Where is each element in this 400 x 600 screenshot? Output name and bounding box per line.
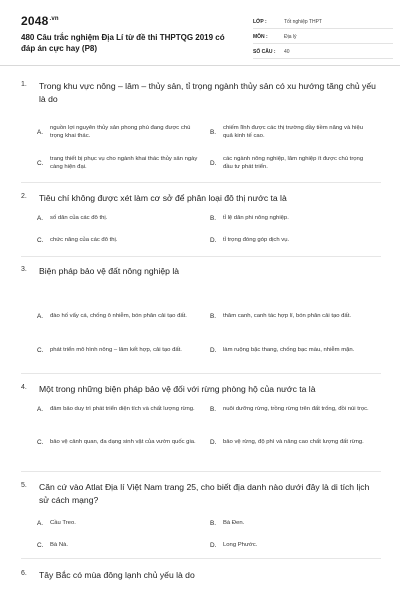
option-text: Bà Đen.	[223, 520, 245, 526]
option-c[interactable]	[37, 541, 207, 549]
page-header	[0, 0, 400, 66]
question-head	[21, 569, 381, 582]
option-letter: D.	[210, 438, 217, 446]
option-d[interactable]	[210, 438, 380, 446]
option-letter: D.	[210, 541, 217, 549]
question-text: Tiêu chí không được xét làm cơ sở để phân loại đô thị nước ta là	[39, 193, 287, 203]
option-text: số dân của các đô thị.	[50, 215, 108, 221]
question-head	[21, 383, 381, 396]
option-b[interactable]	[210, 312, 380, 320]
option-letter: D.	[210, 346, 217, 354]
question-number: 2.	[21, 193, 27, 200]
divider	[21, 373, 381, 374]
question-head	[21, 265, 381, 278]
option-a[interactable]	[37, 312, 207, 320]
option-c[interactable]	[37, 155, 207, 171]
option-text: đào hố vẩy cá, chống ô nhiễm, bón phân cải tạo đất.	[50, 313, 187, 319]
option-text: đảm bảo duy trì phát triển diện tích và chất lượng rừng.	[50, 406, 195, 412]
meta-row-count	[253, 44, 393, 59]
option-c[interactable]	[37, 438, 207, 446]
option-text: nuôi dưỡng rừng, trồng rừng trên đất trống, đồi núi trọc.	[223, 406, 369, 412]
option-b[interactable]	[210, 519, 380, 527]
option-text: thâm canh, canh tác hợp lí, bón phân cải tạo đất.	[223, 313, 351, 319]
option-letter: D.	[210, 236, 217, 244]
option-a[interactable]	[37, 214, 207, 222]
option-b[interactable]	[210, 214, 380, 222]
option-b[interactable]	[210, 405, 380, 413]
meta-label: MÔN :	[253, 34, 268, 40]
option-text: làm ruộng bậc thang, chống bạc màu, nhiễm mặn.	[223, 347, 355, 353]
option-b[interactable]	[210, 124, 380, 140]
option-text: tỉ lệ dân phi nông nghiệp.	[223, 215, 289, 221]
option-a[interactable]	[37, 405, 207, 413]
divider	[21, 558, 381, 559]
option-text: Long Phước.	[223, 542, 258, 548]
question-number: 4.	[21, 384, 27, 391]
option-a[interactable]	[37, 519, 207, 527]
meta-row-class	[253, 14, 393, 29]
option-d[interactable]	[210, 541, 380, 549]
option-text: chiếm lĩnh được các thị trường đầy tiềm năng và hiệu quả kinh tế cao.	[223, 125, 364, 140]
option-letter: A.	[37, 128, 44, 136]
option-c[interactable]	[37, 346, 207, 354]
option-text: Bà Nà.	[50, 542, 69, 548]
meta-value: Địa lý	[284, 34, 297, 40]
document-meta	[253, 14, 393, 59]
option-letter: D.	[210, 159, 217, 167]
option-text: chức năng của các đô thị.	[50, 237, 118, 243]
question-text: Trong khu vực nông – lâm – thủy sản, tỉ trọng ngành thủy sản có xu hướng tăng chủ yếu là do	[39, 81, 376, 104]
option-text: các ngành nông nghiệp, lâm nghiệp ít được chú trọng đầu tư phát triển.	[223, 156, 364, 171]
meta-row-subject	[253, 29, 393, 44]
meta-label: LỚP :	[253, 19, 267, 25]
option-text: tỉ trọng đóng góp dịch vụ.	[223, 237, 290, 243]
question-text: Tây Bắc có mùa đông lạnh chủ yếu là do	[39, 570, 195, 580]
site-logo[interactable]	[21, 14, 59, 28]
option-letter: B.	[210, 214, 217, 222]
question-number: 6.	[21, 570, 27, 577]
option-d[interactable]	[210, 346, 380, 354]
option-d[interactable]	[210, 236, 380, 244]
logo-main: 2048	[21, 14, 49, 28]
option-letter: B.	[210, 405, 217, 413]
question-number: 5.	[21, 482, 27, 489]
divider	[21, 471, 381, 472]
question-head	[21, 481, 381, 506]
option-d[interactable]	[210, 155, 380, 171]
option-letter: A.	[37, 405, 44, 413]
option-letter: B.	[210, 128, 217, 136]
option-text: trang thiết bị phục vụ cho ngành khai thác thủy sản ngày càng hiện đại.	[50, 156, 198, 171]
option-letter: A.	[37, 214, 44, 222]
option-text: nguồn lợi nguyên thủy sản phong phú đang được chú trọng khai thác.	[50, 125, 191, 140]
option-letter: C.	[37, 346, 44, 354]
question-text: Căn cứ vào Atlat Địa lí Việt Nam trang 25, cho biết địa danh nào dưới đây là di tích lịch sử cách mạng?	[39, 482, 370, 505]
question-number: 1.	[21, 81, 27, 88]
logo-suffix: .vn	[49, 16, 59, 22]
question-head	[21, 192, 381, 205]
option-letter: B.	[210, 519, 217, 527]
option-letter: B.	[210, 312, 217, 320]
option-letter: C.	[37, 236, 44, 244]
document-title: 480 Câu trắc nghiệm Địa Lí từ đề thi THPTQG 2019 có đáp án cực hay (P8)	[21, 33, 225, 53]
divider	[21, 256, 381, 257]
option-text: phát triển mô hình nông – lâm kết hợp, cải tạo đất.	[50, 347, 182, 353]
option-c[interactable]	[37, 236, 207, 244]
option-text: bảo vệ rừng, độ phì và nâng cao chất lượng đất rừng.	[223, 439, 364, 445]
divider	[21, 182, 381, 183]
question-head	[21, 80, 381, 105]
question-number: 3.	[21, 266, 27, 273]
option-letter: C.	[37, 159, 44, 167]
question-text: Biện pháp bảo vệ đất nông nghiệp là	[39, 266, 180, 276]
meta-value: Tốt nghiệp THPT	[284, 19, 322, 25]
option-a[interactable]	[37, 124, 207, 140]
option-letter: C.	[37, 438, 44, 446]
meta-label: SỐ CÂU :	[253, 49, 276, 55]
question-text: Một trong những biện pháp bảo vệ đối với rừng phòng hộ của nước ta là	[39, 384, 316, 394]
option-text: bảo vệ cảnh quan, đa dạng sinh vật của vườn quốc gia.	[50, 439, 196, 445]
option-letter: C.	[37, 541, 44, 549]
option-letter: A.	[37, 312, 44, 320]
option-text: Cầu Treo.	[50, 520, 76, 526]
meta-value: 40	[284, 49, 290, 55]
option-letter: A.	[37, 519, 44, 527]
